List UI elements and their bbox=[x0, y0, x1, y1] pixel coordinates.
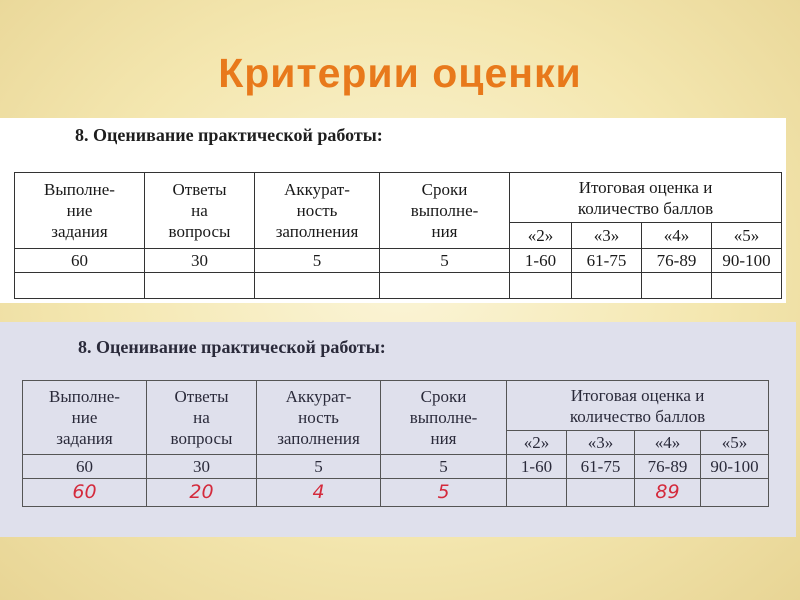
empty-cell bbox=[380, 273, 510, 299]
grade-2: «2» bbox=[510, 223, 572, 249]
header-accuracy: Аккурат- ность заполнения bbox=[255, 173, 380, 249]
grade-3: «3» bbox=[567, 431, 635, 455]
filled-table-scan bbox=[0, 322, 796, 537]
slide-title: Критерии оценки bbox=[218, 50, 582, 96]
range-grade-5: 90-100 bbox=[712, 249, 782, 273]
max-points-answers: 30 bbox=[145, 249, 255, 273]
range-grade-2: 1-60 bbox=[510, 249, 572, 273]
header-task-completion: Выполне- ние задания bbox=[15, 173, 145, 249]
header-task-completion: Выполне- ние задания bbox=[23, 381, 147, 455]
grade-4: «4» bbox=[635, 431, 701, 455]
empty-cell bbox=[507, 479, 567, 507]
header-final-grade: Итоговая оценка и количество баллов bbox=[507, 381, 769, 431]
empty-cell bbox=[642, 273, 712, 299]
grade-5: «5» bbox=[701, 431, 769, 455]
header-accuracy: Аккурат- ность заполнения bbox=[257, 381, 381, 455]
blank-table-scan bbox=[0, 118, 786, 303]
range-grade-3: 61-75 bbox=[567, 455, 635, 479]
max-points-task: 60 bbox=[23, 455, 147, 479]
header-answers: Ответы на вопросы bbox=[147, 381, 257, 455]
empty-cell bbox=[567, 479, 635, 507]
empty-cell bbox=[510, 273, 572, 299]
handwritten-final-score: 89 bbox=[635, 479, 701, 507]
max-points-task: 60 bbox=[15, 249, 145, 273]
empty-cell bbox=[701, 479, 769, 507]
grade-4: «4» bbox=[642, 223, 712, 249]
header-deadlines: Сроки выполне- ния bbox=[381, 381, 507, 455]
handwritten-score-answers: 20 bbox=[147, 479, 257, 507]
header-answers: Ответы на вопросы bbox=[145, 173, 255, 249]
grade-5: «5» bbox=[712, 223, 782, 249]
grade-2: «2» bbox=[507, 431, 567, 455]
range-grade-3: 61-75 bbox=[572, 249, 642, 273]
grading-table-filled bbox=[22, 380, 769, 507]
section-heading: 8. Оценивание практической работы: bbox=[78, 337, 386, 357]
range-grade-4: 76-89 bbox=[635, 455, 701, 479]
max-points-accuracy: 5 bbox=[257, 455, 381, 479]
range-grade-4: 76-89 bbox=[642, 249, 712, 273]
range-grade-5: 90-100 bbox=[701, 455, 769, 479]
header-deadlines: Сроки выполне- ния bbox=[380, 173, 510, 249]
grade-3: «3» bbox=[572, 223, 642, 249]
max-points-deadlines: 5 bbox=[381, 455, 507, 479]
grading-table bbox=[14, 172, 782, 299]
handwritten-score-task: 60 bbox=[23, 479, 147, 507]
empty-cell bbox=[145, 273, 255, 299]
empty-cell bbox=[15, 273, 145, 299]
handwritten-score-deadlines: 5 bbox=[381, 479, 507, 507]
empty-cell bbox=[712, 273, 782, 299]
range-grade-2: 1-60 bbox=[507, 455, 567, 479]
max-points-deadlines: 5 bbox=[380, 249, 510, 273]
empty-cell bbox=[255, 273, 380, 299]
section-heading: 8. Оценивание практической работы: bbox=[75, 125, 383, 145]
empty-cell bbox=[572, 273, 642, 299]
header-final-grade: Итоговая оценка и количество баллов bbox=[510, 173, 782, 223]
max-points-accuracy: 5 bbox=[255, 249, 380, 273]
max-points-answers: 30 bbox=[147, 455, 257, 479]
handwritten-score-accuracy: 4 bbox=[257, 479, 381, 507]
